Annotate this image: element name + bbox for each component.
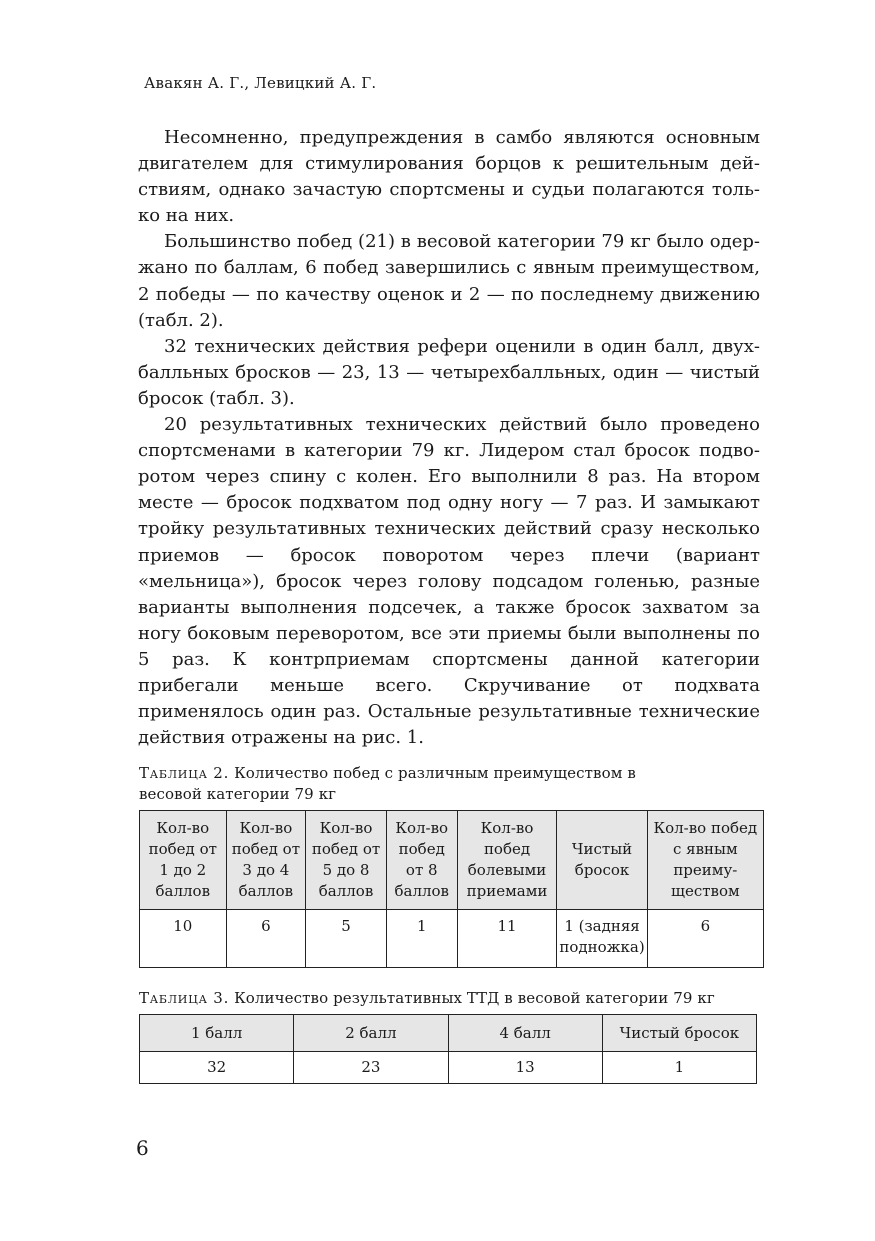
table-3 bbox=[139, 1014, 757, 1084]
table-3-header-cell: Чистый бросок bbox=[602, 1015, 756, 1052]
table-2-header-row bbox=[140, 811, 764, 910]
paragraph-1: Несомненно, предупреждения в самбо являются основным двигателем для стимулирования борцов к решительным действиям, однако зачастую спортсмены и судьи полагаются только на них. bbox=[138, 127, 760, 227]
table-2-cell: 1 (задняя подножка) bbox=[557, 910, 647, 968]
table-3-label: Таблица 3. bbox=[139, 989, 230, 1007]
table-3-cell: 32 bbox=[140, 1052, 294, 1084]
table-2-cell: 5 bbox=[306, 910, 387, 968]
table-3-row bbox=[140, 1052, 757, 1084]
table-3-header-cell: 4 балл bbox=[448, 1015, 602, 1052]
table-2-row bbox=[140, 910, 764, 968]
table-3-header-cell: 2 балл bbox=[294, 1015, 448, 1052]
table-2-header-cell: Кол-во побед от 3 до 4 баллов bbox=[226, 811, 306, 910]
table-2-caption-text: Количество побед с различным преимуществом в весовой категории 79 кг bbox=[139, 764, 636, 803]
running-head: Авакян А. Г., Левицкий А. Г. bbox=[144, 74, 377, 92]
table-2-cell: 1 bbox=[386, 910, 457, 968]
table-2-header-cell: Кол-во побед от 8 баллов bbox=[386, 811, 457, 910]
table-3-caption-text: Количество результативных ТТД в весовой категории 79 кг bbox=[234, 989, 715, 1007]
table-3-header-cell: 1 балл bbox=[140, 1015, 294, 1052]
page-number: 6 bbox=[136, 1136, 149, 1160]
table-2-header-cell: Кол-во побед от 1 до 2 баллов bbox=[140, 811, 227, 910]
paragraph-4: 20 результативных технических действий было проведено спортсменами в категории 79 кг. Лидером стал бросок подворотом через спину с колен. Его выполнили 8 раз. На втором месте — бросок подхватом под одну ногу — 7 раз. И замыкают тройку результативных технических действий сразу несколько приемов — бросок поворотом через плечи (вариант «мельница»), бросок через голову подсадом голенью, разные варианты выполнения подсечек, а также бросок захватом за ногу боковым переворотом, все эти приемы были выполнены по 5 раз. К контрприемам спортсмены данной категории прибегали меньше всего. Скручивание от подхвата применялось один раз. Остальные результативные технические действия отражены на рис. 1. bbox=[138, 414, 760, 749]
table-3-cell: 1 bbox=[602, 1052, 756, 1084]
table-3-header-row bbox=[140, 1015, 757, 1052]
table-3-cell: 13 bbox=[448, 1052, 602, 1084]
table-2-header-cell: Чистый бросок bbox=[557, 811, 647, 910]
table-2-cell: 6 bbox=[647, 910, 763, 968]
table-2 bbox=[139, 810, 764, 968]
table-2-cell: 10 bbox=[140, 910, 227, 968]
table-2-label: Таблица 2. bbox=[139, 764, 230, 782]
table-3-cell: 23 bbox=[294, 1052, 448, 1084]
table-2-header-cell: Кол-во побед с явным преимуществом bbox=[647, 811, 763, 910]
table-2-cell: 6 bbox=[226, 910, 306, 968]
paragraph-3: 32 технических действия рефери оценили в один балл, двухбалльных бросков — 23, 13 — четырехбалльных, один — чистый бросок (табл. 3). bbox=[138, 335, 760, 409]
table-2-header-cell: Кол-во побед от 5 до 8 баллов bbox=[306, 811, 387, 910]
table-2-caption bbox=[139, 763, 699, 805]
body-text bbox=[138, 125, 760, 751]
table-2-cell: 11 bbox=[457, 910, 557, 968]
table-2-header-cell: Кол-во побед болевыми приемами bbox=[457, 811, 557, 910]
table-3-caption bbox=[139, 988, 779, 1009]
paragraph-2: Большинство побед (21) в весовой категории 79 кг было одержано по баллам, 6 побед завершились с явным преимуществом, 2 победы — по качеству оценок и 2 — по последнему движению (табл. 2). bbox=[138, 231, 760, 331]
